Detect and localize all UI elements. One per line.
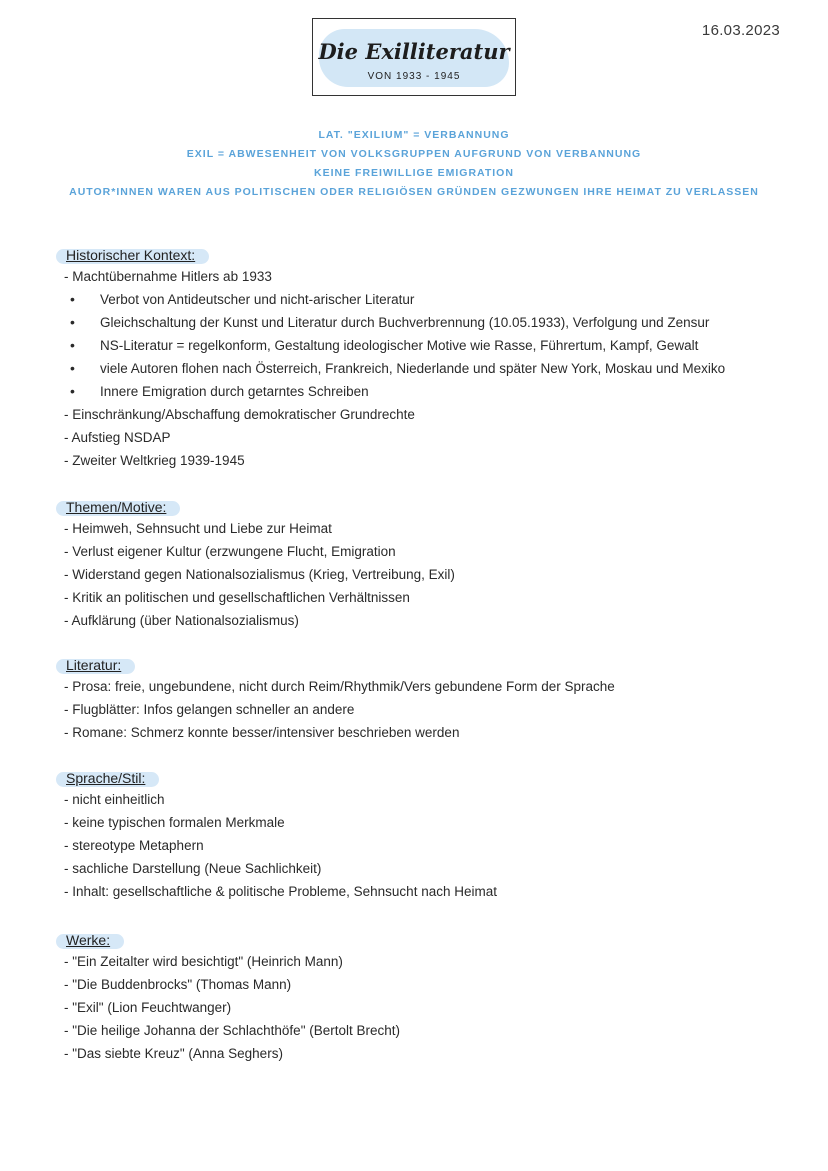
list-item: - sachliche Darstellung (Neue Sachlichkeit) [64,861,322,876]
list-item: - "Exil" (Lion Feuchtwanger) [64,1000,232,1015]
intro-line: KEINE FREIWILLIGE EMIGRATION [314,167,514,179]
title-box [312,18,516,96]
intro-line: LAT. "EXILIUM" = VERBANNUNG [318,129,510,141]
list-item: • NS-Literatur = regelkonform, Gestaltung ideologischer Motive wie Rasse, Führertum, Kampf, Gewalt [70,337,699,353]
list-item: - Romane: Schmerz konnte besser/intensiver beschrieben werden [64,725,460,740]
list-item: • viele Autoren flohen nach Österreich, Frankreich, Niederlande und später New York, Moskau und Mexiko [70,360,726,376]
section-sprache-stil [56,770,798,903]
list-item: - "Das siebte Kreuz" (Anna Seghers) [64,1046,283,1061]
list-item: • Gleichschaltung der Kunst und Literatur durch Buchverbrennung (10.05.1933), Verfolgung und Zensur [70,314,710,330]
list-item: - stereotype Metaphern [64,838,204,853]
section-heading: Themen/Motive: [56,499,180,515]
list-item: - Flugblätter: Infos gelangen schneller an andere [64,702,355,717]
list-item: - keine typischen formalen Merkmale [64,815,285,830]
list-item: - Kritik an politischen und gesellschaftlichen Verhältnissen [64,590,410,605]
list-item: - Aufklärung (über Nationalsozialismus) [64,613,299,628]
section-werke [56,932,798,1065]
list-item: - Zweiter Weltkrieg 1939-1945 [64,453,245,468]
section-heading: Literatur: [56,657,135,673]
list-item: - "Die Buddenbrocks" (Thomas Mann) [64,977,292,992]
section-historischer-kontext [56,247,798,472]
intro-line: AUTOR*INNEN WAREN AUS POLITISCHEN ODER RELIGIÖSEN GRÜNDEN GEZWUNGEN IHRE HEIMAT ZU VERLASSEN [69,186,759,198]
section-heading: Werke: [56,932,124,948]
list-item: - Verlust eigener Kultur (erzwungene Flucht, Emigration [64,544,396,559]
list-item: • Verbot von Antideutscher und nicht-arischer Literatur [70,291,415,307]
list-item: - "Die heilige Johanna der Schlachthöfe" (Bertolt Brecht) [64,1023,401,1038]
list-item: - Aufstieg NSDAP [64,430,171,445]
section-heading: Sprache/Stil: [56,770,159,786]
section-literatur [56,657,798,744]
list-item: - Einschränkung/Abschaffung demokratischer Grundrechte [64,407,415,422]
list-item: - Heimweh, Sehnsucht und Liebe zur Heimat [64,521,332,536]
page-subtitle: VON 1933 - 1945 [367,71,461,82]
intro-definitions [60,126,768,202]
list-item: - nicht einheitlich [64,792,165,807]
intro-line: EXIL = ABWESENHEIT VON VOLKSGRUPPEN AUFGRUND VON VERBANNUNG [186,148,642,160]
list-item: - "Ein Zeitalter wird besichtigt" (Heinrich Mann) [64,954,343,969]
list-item: - Widerstand gegen Nationalsozialismus (Krieg, Vertreibung, Exil) [64,567,455,582]
list-item: - Prosa: freie, ungebundene, nicht durch Reim/Rhythmik/Vers gebundene Form der Sprache [64,679,615,694]
section-heading: Historischer Kontext: [56,247,209,263]
date: 16.03.2023 [701,22,780,39]
page-title: Die Exilliteratur [318,39,510,64]
list-item: - Machtübernahme Hitlers ab 1933 [64,269,272,284]
list-item: • Innere Emigration durch getarntes Schreiben [70,383,369,399]
list-item: - Inhalt: gesellschaftliche & politische Probleme, Sehnsucht nach Heimat [64,884,497,899]
section-themen-motive [56,499,798,632]
